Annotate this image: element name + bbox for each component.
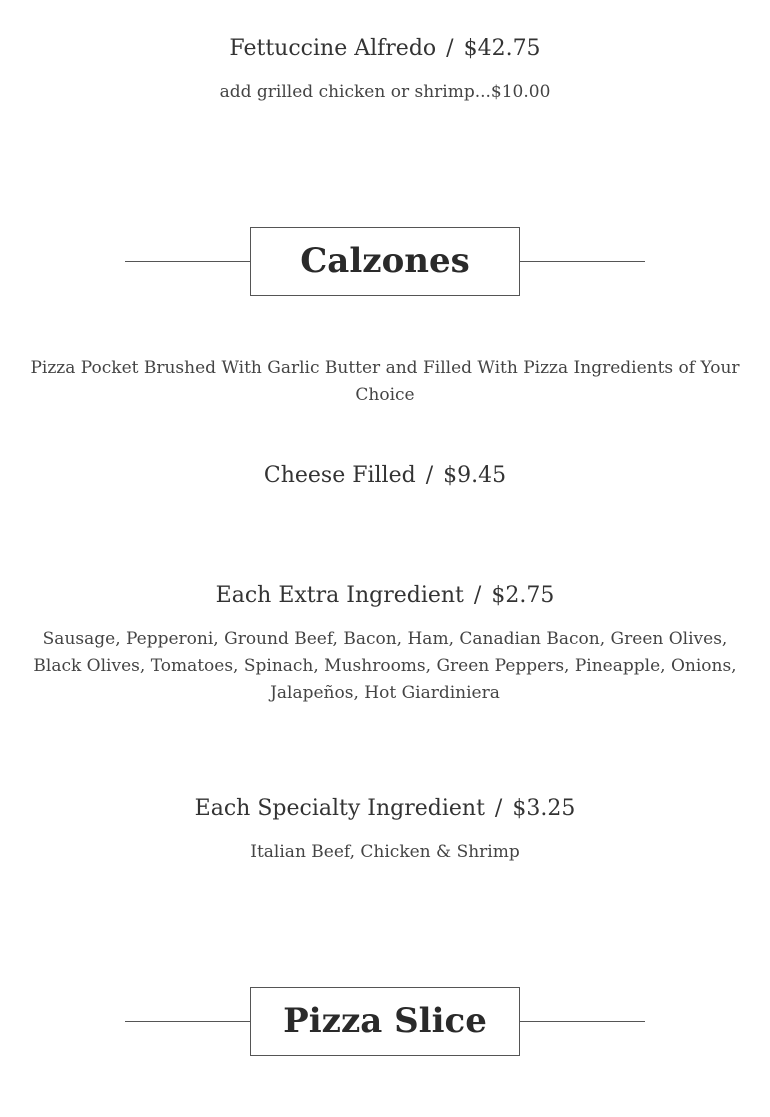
heading-rule-left (125, 261, 250, 262)
section-title: Pizza Slice (250, 987, 520, 1056)
item-price: $3.25 (512, 796, 576, 821)
price-separator: / (446, 36, 454, 61)
item-price: $42.75 (463, 36, 541, 61)
price-separator: / (473, 583, 482, 608)
item-name: Fettuccine Alfredo (229, 36, 437, 61)
section-heading-calzones (0, 227, 770, 296)
item-name: Cheese Filled (263, 463, 416, 488)
fettuccine-alfredo-title (0, 36, 770, 61)
heading-rule-right (520, 261, 645, 262)
specialty-ingredient-list: Italian Beef, Chicken & Shrimp (250, 842, 520, 862)
item-price: $9.45 (443, 463, 507, 488)
heading-rule-right (520, 1021, 645, 1022)
heading-rule-left (125, 1021, 250, 1022)
section-title: Calzones (250, 227, 520, 296)
price-separator: / (494, 796, 503, 821)
cheese-filled-title (0, 463, 770, 488)
item-name: Each Extra Ingredient (215, 583, 464, 608)
fettuccine-addon-note: add grilled chicken or shrimp...$10.00 (219, 82, 551, 102)
extra-ingredient-list: Sausage, Pepperoni, Ground Beef, Bacon, Ham, Canadian Bacon, Green Olives, Black Olives, Tomatoes, Spinach, Mushrooms, Green Peppers, Pineapple, Onions, Jalapeños, Hot Giardiniera (33, 629, 737, 703)
extra-ingredient-title (0, 583, 770, 608)
section-heading-pizza-slice (0, 987, 770, 1056)
specialty-ingredient-title (0, 796, 770, 821)
item-price: $2.75 (491, 583, 555, 608)
calzones-description: Pizza Pocket Brushed With Garlic Butter and Filled With Pizza Ingredients of Your Choice (30, 358, 740, 405)
item-name: Each Specialty Ingredient (194, 796, 485, 821)
price-separator: / (425, 463, 434, 488)
